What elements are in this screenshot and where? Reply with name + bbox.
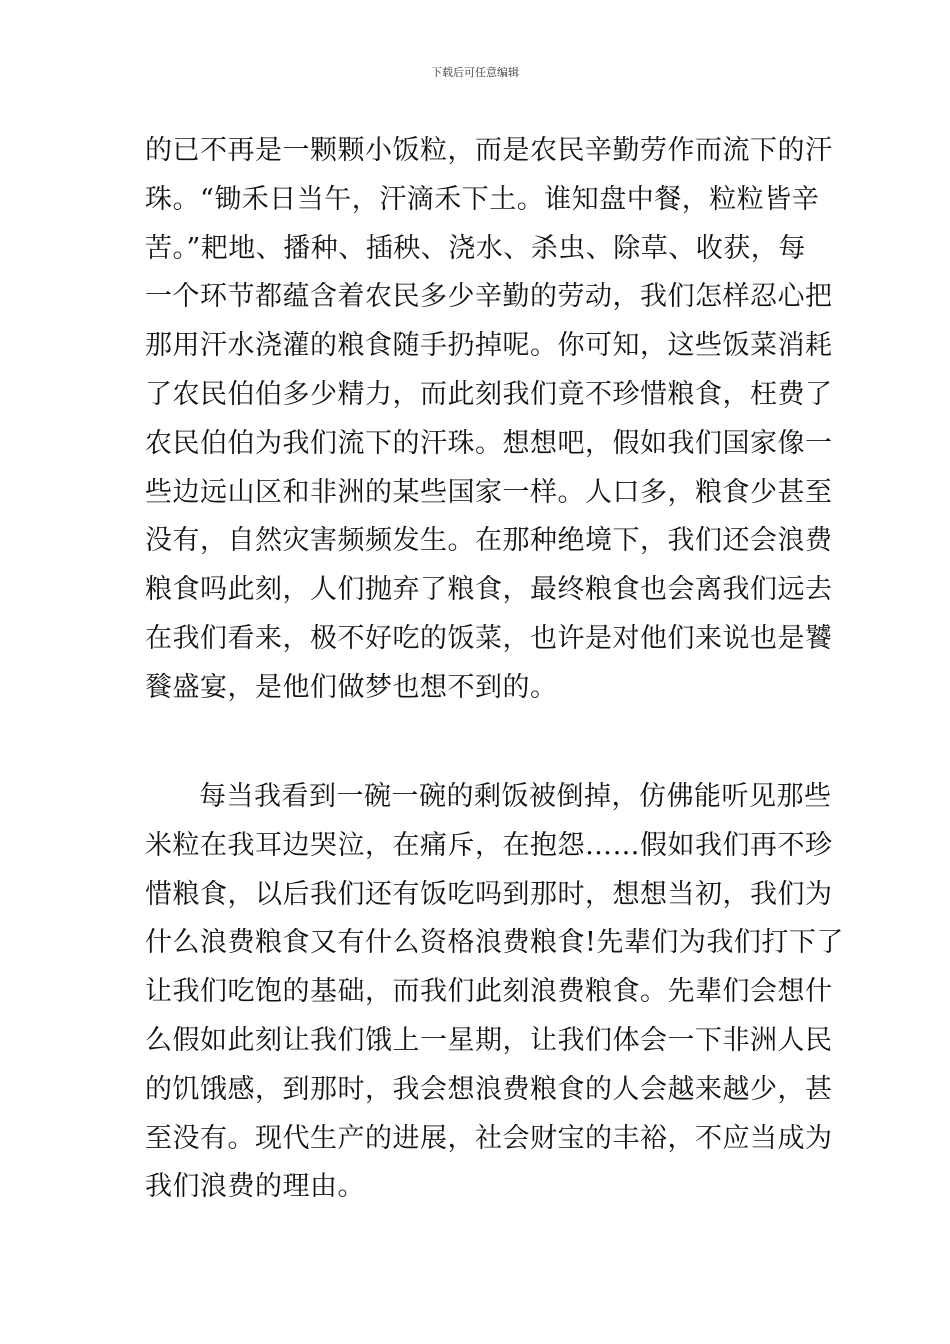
text-line: 农民伯伯为我们流下的汗珠。想想吧，假如我们国家像一	[145, 427, 833, 459]
text-line: 苦。”耙地、播种、插秧、浇水、杀虫、除草、收获，每	[145, 232, 806, 264]
text-line: 什么浪费粮食又有什么资格浪费粮食!先辈们为我们打下了	[145, 927, 844, 959]
text-line: 米粒在我耳边哭泣，在痛斥，在抱怨……假如我们再不珍	[145, 829, 833, 861]
text-line: 珠。“锄禾日当午，汗滴禾下土。谁知盘中餐，粒粒皆辛	[145, 183, 820, 215]
text-line: 的已不再是一颗颗小饭粒，而是农民辛勤劳作而流下的汗	[145, 135, 833, 166]
text-line: 些边远山区和非洲的某些国家一样。人口多，粮食少甚至	[145, 476, 833, 508]
text-line: 的饥饿感，到那时，我会想浪费粮食的人会越来越少，甚	[145, 1073, 833, 1105]
text-line: 每当我看到一碗一碗的剩饭被倒掉，仿佛能听见那些	[199, 781, 832, 812]
text-line: 我们浪费的理由。	[145, 1171, 365, 1203]
text-line: 惜粮食，以后我们还有饭吃吗到那时，想想当初，我们为	[145, 878, 833, 910]
text-line: 一个环节都蕴含着农民多少辛勤的劳动，我们怎样忍心把	[145, 281, 833, 313]
text-line: 至没有。现代生产的进展，社会财宝的丰裕，不应当成为	[145, 1122, 833, 1154]
text-line: 没有，自然灾害频频发生。在那种绝境下，我们还会浪费	[145, 525, 833, 557]
text-line: 那用汗水浇灌的粮食随手扔掉呢。你可知，这些饭菜消耗	[145, 330, 833, 362]
text-line: 让我们吃饱的基础，而我们此刻浪费粮食。先辈们会想什	[145, 976, 833, 1008]
text-line: 餮盛宴，是他们做梦也想不到的。	[145, 671, 558, 703]
page-header: 下载后可任意编辑	[431, 66, 519, 79]
text-line: 么假如此刻让我们饿上一星期，让我们体会一下非洲人民	[145, 1024, 833, 1056]
paragraph-1	[145, 127, 833, 713]
text-line: 粮食吗此刻，人们抛弃了粮食，最终粮食也会离我们远去	[145, 574, 833, 606]
text-line: 在我们看来，极不好吃的饭菜，也许是对他们来说也是饕	[145, 622, 833, 654]
text-line: 了农民伯伯多少精力，而此刻我们竟不珍惜粮食，枉费了	[145, 378, 833, 410]
paragraph-2	[145, 773, 844, 1212]
